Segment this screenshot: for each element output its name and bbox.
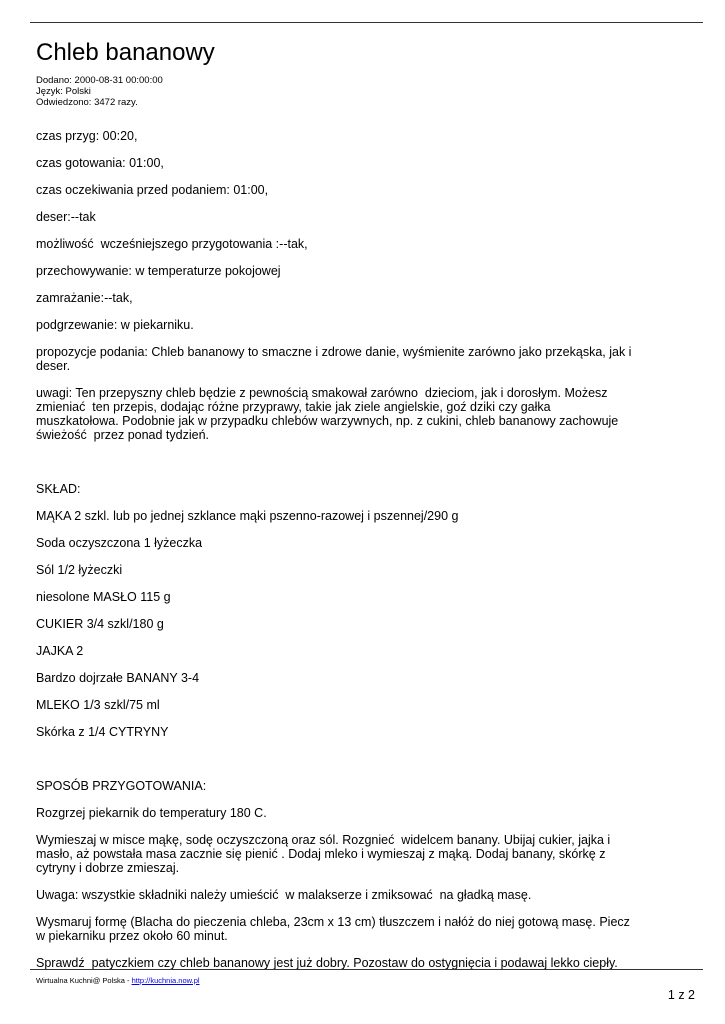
page-number: 1 z 2: [667, 988, 695, 1002]
make-ahead-flag: możliwość wcześniejszego przygotowania :--tak,: [36, 237, 308, 251]
cook-time: czas gotowania: 01:00,: [36, 156, 164, 170]
serving-suggestion: propozycje podania: Chleb bananowy to smaczne i zdrowe danie, wyśmienite zarówno jako przekąska, jak i deser.: [36, 345, 635, 373]
method-step: Wymieszaj w misce mąkę, sodę oczyszczoną oraz sól. Rozgnieć widelcem banany. Ubijaj cukier, jajka i masło, aż powstała masa zacznie się pienić . Dodaj mleko i wymieszaj z mąką. Dodaj banany, skórkę z cytryny i dobrze zmieszaj.: [36, 833, 614, 875]
storage-info: przechowywanie: w temperaturze pokojowej: [36, 264, 281, 278]
ingredient-item: Bardzo dojrzałe BANANY 3-4: [36, 671, 200, 685]
freezing-flag: zamrażanie:--tak,: [36, 291, 133, 305]
ingredients-heading: SKŁAD:: [36, 482, 81, 496]
method-step: Uwaga: wszystkie składniki należy umieścić w malakserze i zmiksować na gładką masę.: [36, 888, 532, 902]
footer-site-name: Wirtualna Kuchni@ Polska -: [36, 976, 132, 985]
method-step: Rozgrzej piekarnik do temperatury 180 C.: [36, 806, 267, 820]
top-rule: [30, 22, 703, 23]
meta-language: Język: Polski: [36, 86, 91, 97]
spacer: [36, 752, 636, 779]
footer-link[interactable]: http://kuchnia.now.pl: [131, 976, 200, 985]
notes: uwagi: Ten przepyszny chleb będzie z pewnością smakował zarówno dzieciom, jak i dorosłym. Możesz zmieniać ten przepis, dodając różne przyprawy, takie jak ziele angielskie, goź dziki czy gałka muszkatołowa. Podobnie jak w przypadku chlebów warzywnych, np. z cukini, chleb bananowy zachowuje świeżość przez ponad tydzień.: [36, 386, 622, 442]
method-heading: SPOSÓB PRZYGOTOWANIA:: [36, 779, 207, 793]
recipe-meta: [36, 75, 163, 108]
method-step: Wysmaruj formę (Blacha do pieczenia chleba, 23cm x 13 cm) tłuszczem i nałóż do niej gotową masę. Piecz w piekarniku przez około 60 minut.: [36, 915, 634, 943]
method-step: Sprawdź patyczkiem czy chleb bananowy jest już dobry. Pozostaw do ostygnięcia i podawaj lekko ciepły.: [36, 956, 618, 970]
meta-added: Dodano: 2000-08-31 00:00:00: [36, 75, 163, 86]
dessert-flag: deser:--tak: [36, 210, 96, 224]
bottom-rule: [30, 969, 703, 970]
wait-time: czas oczekiwania przed podaniem: 01:00,: [36, 183, 269, 197]
ingredient-item: MĄKA 2 szkl. lub po jednej szklance mąki pszenno-razowej i pszennej/290 g: [36, 509, 459, 523]
footer: [36, 976, 200, 985]
ingredient-item: Skórka z 1/4 CYTRYNY: [36, 725, 169, 739]
ingredient-item: CUKIER 3/4 szkl/180 g: [36, 617, 164, 631]
ingredient-item: Sól 1/2 łyżeczki: [36, 563, 123, 577]
page-title: Chleb bananowy: [36, 39, 215, 66]
meta-visits: Odwiedzono: 3472 razy.: [36, 97, 138, 108]
ingredient-item: MLEKO 1/3 szkl/75 ml: [36, 698, 160, 712]
ingredient-item: Soda oczyszczona 1 łyżeczka: [36, 536, 203, 550]
prep-time: czas przyg: 00:20,: [36, 129, 138, 143]
ingredient-item: niesolone MASŁO 115 g: [36, 590, 171, 604]
reheating-info: podgrzewanie: w piekarniku.: [36, 318, 194, 332]
recipe-content: [36, 129, 636, 983]
spacer: [36, 455, 636, 482]
ingredient-item: JAJKA 2: [36, 644, 84, 658]
